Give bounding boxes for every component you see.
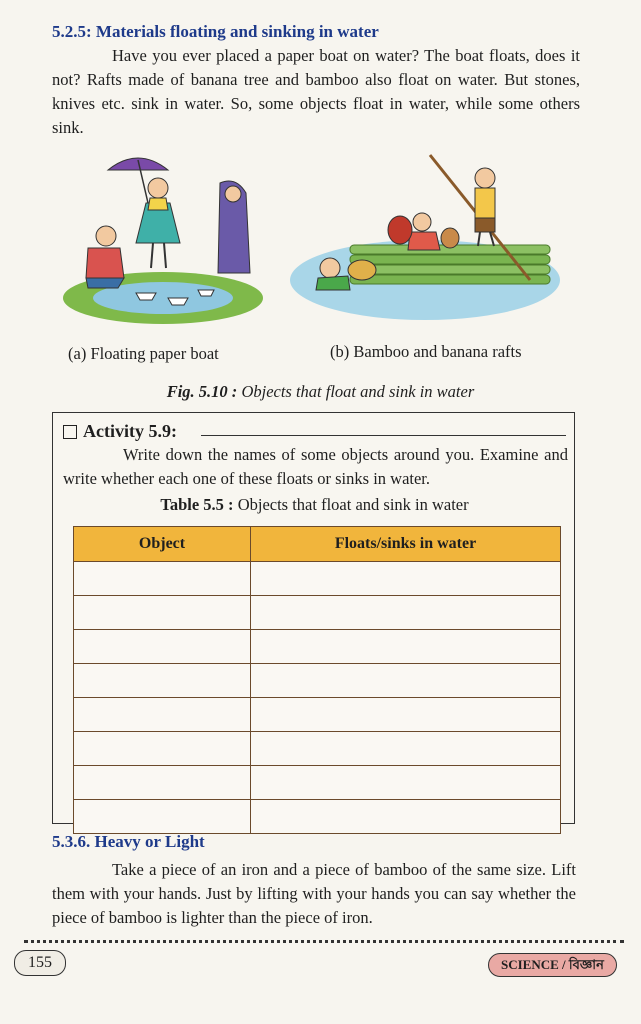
activity-box [52,412,575,824]
table-caption [53,495,576,515]
heavy-light-paragraph: Take a piece of an iron and a piece of bamboo of the same size. Lift them with your hands. Just by lifting with your hands you can say whether the piece of bamboo is lighter than the piece of iron. [52,860,576,927]
table-row [74,766,561,800]
table-cell-result[interactable] [251,664,561,698]
table-cell-result[interactable] [251,698,561,732]
table-cell-object[interactable] [74,630,251,664]
table-label: Table 5.5 : [160,495,234,514]
table-cell-result[interactable] [251,562,561,596]
table-row [74,732,561,766]
header-floats-sinks: Floats/sinks in water [251,527,561,562]
table-cell-object[interactable] [74,562,251,596]
table-cell-result[interactable] [251,732,561,766]
table-cell-result[interactable] [251,596,561,630]
table-title: Objects that float and sink in water [233,495,469,514]
table-cell-object[interactable] [74,698,251,732]
section-heading: 5.2.5: Materials floating and sinking in water [52,22,379,41]
caption-floating-paper-boat: (a) Floating paper boat [68,344,219,363]
table-header-row [74,527,561,562]
activity-title: Activity 5.9: [83,421,177,441]
bamboo-raft-illustration [290,150,560,325]
figure-title: Objects that float and sink in water [237,382,475,401]
table-cell-object[interactable] [74,664,251,698]
activity-divider [201,435,566,436]
float-sink-table [73,526,561,834]
table-cell-result[interactable] [251,800,561,834]
table-cell-object[interactable] [74,732,251,766]
figure-caption [0,382,641,402]
table-cell-object[interactable] [74,800,251,834]
section-heading-heavy-light: 5.3.6. Heavy or Light [52,832,205,851]
footer-dotted-divider [24,940,624,943]
table-row [74,664,561,698]
caption-bamboo-rafts: (b) Bamboo and banana rafts [330,342,522,361]
intro-paragraph: Have you ever placed a paper boat on water? The boat floats, does it not? Rafts made of banana tree and bamboo also float on water. But stones, knives etc. sink in water. So, some objects float in water, while some others sink. [52,46,580,137]
table-cell-object[interactable] [74,596,251,630]
table-cell-result[interactable] [251,766,561,800]
page-number: 155 [14,950,66,976]
table-cell-object[interactable] [74,766,251,800]
header-object: Object [74,527,251,562]
paper-boat-illustration [58,148,268,328]
figure-label: Fig. 5.10 : [166,382,238,401]
subject-tag: SCIENCE / বিজ্ঞান [488,953,617,977]
table-row [74,562,561,596]
table-cell-result[interactable] [251,630,561,664]
checkbox-icon [63,425,77,439]
table-row [74,630,561,664]
table-row [74,596,561,630]
table-row [74,698,561,732]
table-row [74,800,561,834]
activity-heading [63,421,177,442]
activity-instructions: Write down the names of some objects around you. Examine and write whether each one of these floats or sinks in water. [63,445,568,488]
